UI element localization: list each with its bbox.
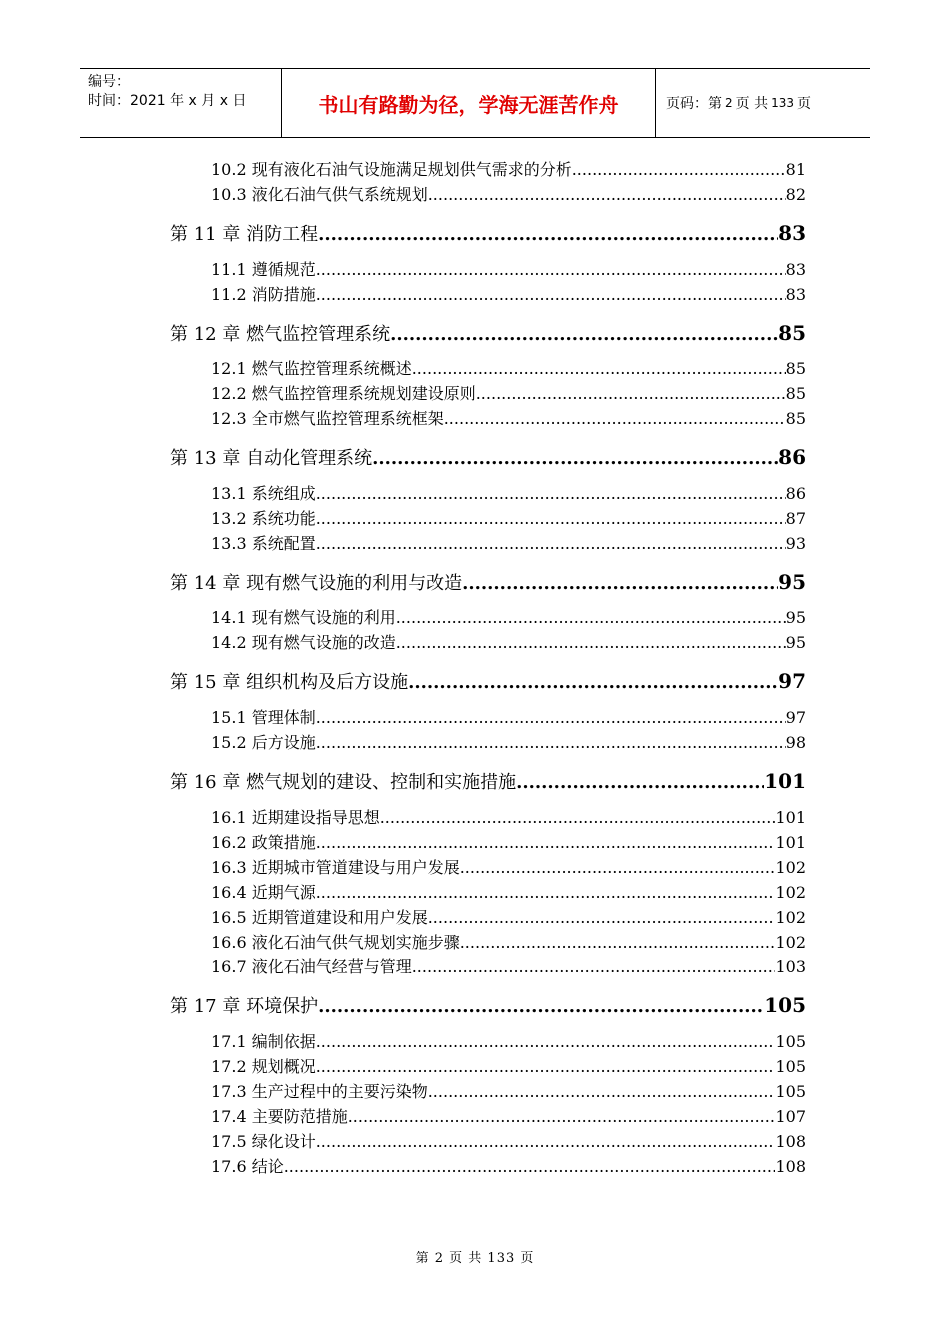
toc-entry-title: 11.2 消防措施 — [211, 285, 316, 304]
page-prefix: 页码：第 — [666, 96, 722, 112]
toc-page-number: 85 — [785, 409, 806, 428]
toc-leader-dots — [396, 606, 786, 630]
toc-entry-title: 第 12 章 燃气监控管理系统 — [170, 324, 391, 345]
toc-entry-title: 17.2 规划概况 — [211, 1057, 316, 1076]
toc-section-entry[interactable] — [211, 706, 806, 730]
toc-section-entry[interactable] — [211, 1105, 806, 1129]
toc-page-number: 86 — [785, 484, 806, 503]
toc-section-entry[interactable] — [211, 806, 806, 830]
toc-section-entry[interactable] — [211, 831, 806, 855]
toc-leader-dots — [380, 806, 776, 830]
toc-leader-dots — [284, 1155, 776, 1179]
toc-section-entry[interactable] — [211, 258, 806, 282]
toc-entry-title: 15.1 管理体制 — [211, 708, 316, 727]
toc-entry-title: 15.2 后方设施 — [211, 733, 316, 752]
toc-page-number: 95 — [778, 570, 806, 594]
toc-page-number: 87 — [785, 509, 806, 528]
page-header — [80, 68, 870, 138]
toc-leader-dots — [316, 507, 786, 531]
toc-leader-dots — [444, 407, 786, 431]
toc-entry-title: 14.2 现有燃气设施的改造 — [211, 633, 396, 652]
toc-section-entry[interactable] — [211, 931, 806, 955]
toc-section-entry[interactable] — [211, 1130, 806, 1154]
toc-section-entry[interactable] — [211, 906, 806, 930]
toc-entry-title: 17.1 编制依据 — [211, 1032, 316, 1051]
toc-entry-title: 13.1 系统组成 — [211, 484, 316, 503]
toc-leader-dots — [460, 931, 776, 955]
toc-page-number: 102 — [775, 883, 806, 902]
toc-entry-title: 12.2 燃气监控管理系统规划建设原则 — [211, 384, 476, 403]
toc-page-number: 95 — [785, 633, 806, 652]
toc-section-entry[interactable] — [211, 1155, 806, 1179]
toc-section-entry[interactable] — [211, 407, 806, 431]
toc-chapter-entry[interactable] — [170, 318, 806, 348]
toc-section-entry[interactable] — [211, 382, 806, 406]
toc-section-entry[interactable] — [211, 283, 806, 307]
page-footer: 第 2 页 共 133 页 — [415, 1251, 535, 1266]
toc-leader-dots — [408, 668, 778, 696]
document-date: 时间：2021 年 x 月 x 日 — [88, 93, 247, 109]
toc-chapter-entry[interactable] — [170, 766, 806, 796]
toc-entry-title: 16.5 近期管道建设和用户发展 — [211, 908, 428, 927]
toc-page-number: 86 — [778, 445, 806, 469]
toc-leader-dots — [428, 906, 776, 930]
toc-leader-dots — [316, 706, 786, 730]
toc-leader-dots — [316, 482, 786, 506]
toc-entry-title: 第 15 章 组织机构及后方设施 — [170, 672, 409, 693]
toc-entry-title: 16.2 政策措施 — [211, 833, 316, 852]
toc-leader-dots — [316, 1130, 776, 1154]
toc-leader-dots — [412, 955, 776, 979]
header-meta — [80, 69, 282, 137]
toc-entry-title: 第 16 章 燃气规划的建设、控制和实施措施 — [170, 772, 517, 793]
toc-page-number: 105 — [775, 1057, 806, 1076]
toc-section-entry[interactable] — [211, 1080, 806, 1104]
toc-page-number: 101 — [775, 833, 806, 852]
header-motto: 书山有路勤为径，学海无涯苦作舟 — [282, 69, 656, 137]
toc-entry-title: 13.3 系统配置 — [211, 534, 316, 553]
toc-leader-dots — [476, 382, 786, 406]
toc-page-number: 93 — [785, 534, 806, 553]
toc-section-entry[interactable] — [211, 482, 806, 506]
toc-page-number: 105 — [764, 993, 806, 1017]
toc-page-number: 97 — [778, 669, 806, 693]
toc-page-number: 102 — [775, 933, 806, 952]
toc-entry-title: 10.3 液化石油气供气系统规划 — [211, 185, 428, 204]
toc-leader-dots — [428, 183, 786, 207]
toc-entry-title: 第 13 章 自动化管理系统 — [170, 448, 373, 469]
toc-chapter-entry[interactable] — [170, 218, 806, 248]
toc-section-entry[interactable] — [211, 1030, 806, 1054]
toc-leader-dots — [316, 881, 776, 905]
toc-leader-dots — [428, 1080, 776, 1104]
toc-chapter-entry[interactable] — [170, 666, 806, 696]
toc-page-number: 102 — [775, 908, 806, 927]
toc-section-entry[interactable] — [211, 731, 806, 755]
toc-entry-title: 17.5 绿化设计 — [211, 1132, 316, 1151]
toc-page-number: 101 — [775, 808, 806, 827]
toc-entry-title: 第 17 章 环境保护 — [170, 996, 319, 1017]
toc-page-number: 103 — [775, 957, 806, 976]
toc-page-number: 95 — [785, 608, 806, 627]
document-number-label: 编号： — [88, 74, 130, 90]
toc-entry-title: 16.3 近期城市管道建设与用户发展 — [211, 858, 460, 877]
toc-leader-dots — [372, 444, 778, 472]
toc-entry-title: 第 11 章 消防工程 — [170, 224, 319, 245]
toc-entry-title: 17.6 结论 — [211, 1157, 284, 1176]
toc-page-number: 105 — [775, 1082, 806, 1101]
toc-leader-dots — [516, 768, 764, 796]
toc-leader-dots — [348, 1105, 776, 1129]
toc-leader-dots — [316, 532, 786, 556]
toc-leader-dots — [316, 1055, 776, 1079]
toc-page-number: 81 — [785, 160, 806, 179]
toc-leader-dots — [460, 856, 776, 880]
page-number: 2 — [725, 96, 733, 110]
toc-page-number: 85 — [778, 321, 806, 345]
toc-leader-dots — [390, 320, 778, 348]
toc-section-entry[interactable] — [211, 507, 806, 531]
toc-leader-dots — [572, 158, 786, 182]
toc-entry-title: 14.1 现有燃气设施的利用 — [211, 608, 396, 627]
toc-page-number: 107 — [775, 1107, 806, 1126]
toc-leader-dots — [462, 569, 778, 597]
toc-entry-title: 12.3 全市燃气监控管理系统框架 — [211, 409, 444, 428]
toc-section-entry[interactable] — [211, 606, 806, 630]
page-total: 133 — [771, 96, 794, 110]
toc-leader-dots — [316, 831, 776, 855]
toc-section-entry[interactable] — [211, 1055, 806, 1079]
toc-section-entry[interactable] — [211, 158, 806, 182]
toc-entry-title: 12.1 燃气监控管理系统概述 — [211, 359, 412, 378]
toc-section-entry[interactable] — [211, 532, 806, 556]
toc-page-number: 83 — [785, 285, 806, 304]
toc-chapter-entry[interactable] — [170, 567, 806, 597]
toc-entry-title: 17.4 主要防范措施 — [211, 1107, 348, 1126]
header-page-info — [656, 69, 870, 137]
toc-page-number: 108 — [775, 1157, 806, 1176]
toc-leader-dots — [316, 731, 786, 755]
toc-section-entry[interactable] — [211, 881, 806, 905]
toc-section-entry[interactable] — [211, 856, 806, 880]
toc-entry-title: 10.2 现有液化石油气设施满足规划供气需求的分析 — [211, 160, 572, 179]
toc-page-number: 102 — [775, 858, 806, 877]
toc-page-number: 83 — [778, 221, 806, 245]
toc-entry-title: 16.1 近期建设指导思想 — [211, 808, 380, 827]
toc-entry-title: 16.6 液化石油气供气规划实施步骤 — [211, 933, 460, 952]
toc-page-number: 105 — [775, 1032, 806, 1051]
toc-section-entry[interactable] — [211, 955, 806, 979]
toc-chapter-entry[interactable] — [170, 442, 806, 472]
toc-entry-title: 16.7 液化石油气经营与管理 — [211, 957, 412, 976]
toc-section-entry[interactable] — [211, 631, 806, 655]
toc-page-number: 97 — [785, 708, 806, 727]
toc-leader-dots — [318, 992, 764, 1020]
toc-leader-dots — [316, 258, 786, 282]
toc-page-number: 101 — [764, 769, 806, 793]
toc-leader-dots — [316, 283, 786, 307]
toc-leader-dots — [318, 220, 778, 248]
toc-entry-title: 17.3 生产过程中的主要污染物 — [211, 1082, 428, 1101]
page-suffix: 页 — [797, 96, 811, 112]
page-mid: 页 共 — [735, 96, 769, 112]
toc-chapter-entry[interactable] — [170, 990, 806, 1020]
toc-page-number: 82 — [785, 185, 806, 204]
toc-leader-dots — [412, 357, 786, 381]
toc-page-number: 85 — [785, 359, 806, 378]
toc-entry-title: 11.1 遵循规范 — [211, 260, 316, 279]
toc-entry-title: 第 14 章 现有燃气设施的利用与改造 — [170, 573, 463, 594]
toc-entry-title: 16.4 近期气源 — [211, 883, 316, 902]
toc-section-entry[interactable] — [211, 357, 806, 381]
toc-leader-dots — [396, 631, 786, 655]
toc-entry-title: 13.2 系统功能 — [211, 509, 316, 528]
toc-page-number: 108 — [775, 1132, 806, 1151]
toc-leader-dots — [316, 1030, 776, 1054]
toc-section-entry[interactable] — [211, 183, 806, 207]
toc-page-number: 85 — [785, 384, 806, 403]
toc-page-number: 83 — [785, 260, 806, 279]
toc-page-number: 98 — [785, 733, 806, 752]
